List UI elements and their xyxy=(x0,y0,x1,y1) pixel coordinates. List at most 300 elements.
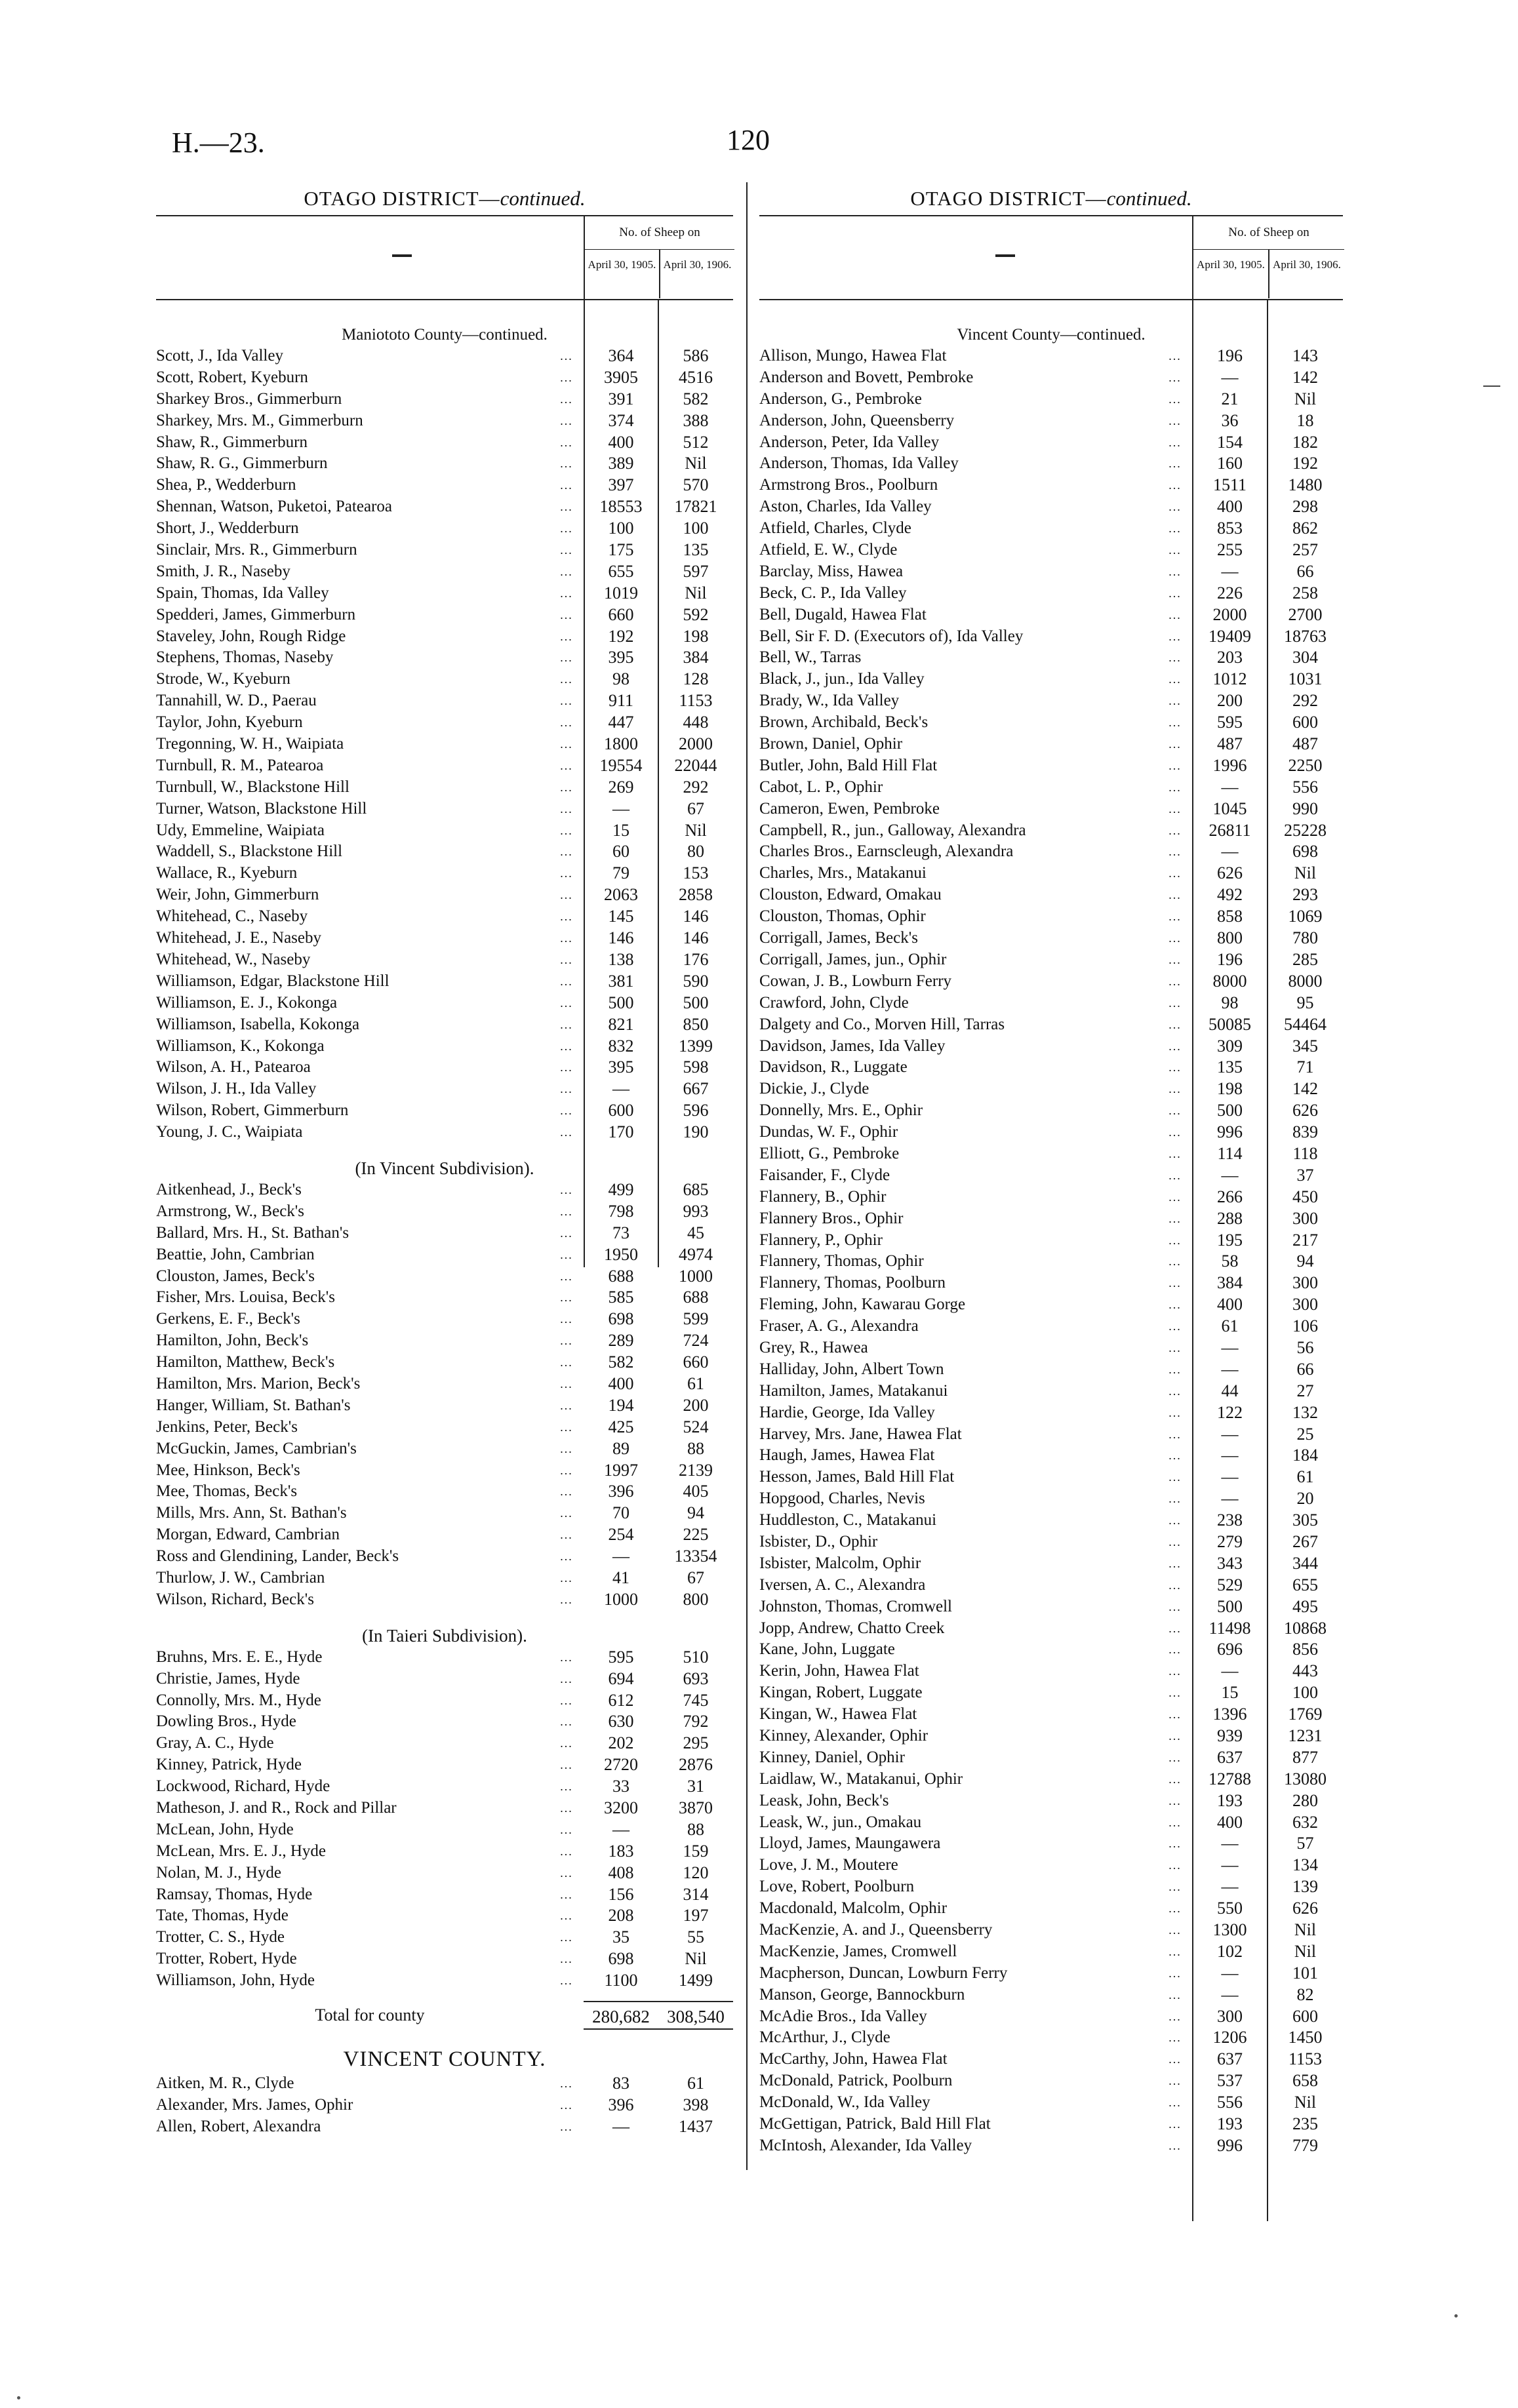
leader-dots: ... xyxy=(560,1693,573,1707)
sheep-1905: 1012 xyxy=(1212,669,1247,689)
sheep-1905: 1045 xyxy=(1212,799,1247,818)
table-row xyxy=(156,604,733,626)
leader-dots: ... xyxy=(1168,1578,1182,1592)
leader-dots: ... xyxy=(560,1485,573,1499)
col-1905-header: April 30, 1905. xyxy=(585,250,660,298)
table-row xyxy=(759,1726,1343,1747)
owner-name: Kane, John, Luggate xyxy=(759,1640,895,1659)
leader-dots: ... xyxy=(560,867,573,880)
sheep-1905: 529 xyxy=(1217,1575,1243,1594)
leader-dots: ... xyxy=(560,1758,573,1772)
section-heading: VINCENT COUNTY. xyxy=(343,2047,546,2072)
owner-name: Nolan, M. J., Hyde xyxy=(156,1863,281,1882)
table-row xyxy=(759,1467,1343,1488)
leader-dots: ... xyxy=(1168,759,1182,772)
sheep-1905: 254 xyxy=(608,1525,634,1545)
sheep-1905: 396 xyxy=(608,2095,634,2114)
owner-name: Dowling Bros., Hyde xyxy=(156,1712,296,1731)
sheep-1906: 655 xyxy=(1292,1575,1318,1594)
table-row xyxy=(759,1876,1343,1898)
sheep-1905: 11498 xyxy=(1208,1618,1251,1638)
sheep-1905: 1950 xyxy=(604,1244,638,1264)
table-row xyxy=(156,647,733,669)
leader-dots: ... xyxy=(1168,2074,1182,2088)
sheep-1905: 50085 xyxy=(1208,1014,1251,1034)
owner-name: Whitehead, C., Naseby xyxy=(156,907,308,926)
owner-name: Iversen, A. C., Alexandra xyxy=(759,1575,926,1594)
ink-speck xyxy=(1454,2314,1458,2318)
leader-dots: ... xyxy=(1168,564,1182,578)
table-row xyxy=(156,496,733,518)
sheep-1906: 235 xyxy=(1292,2114,1318,2134)
leader-dots: ... xyxy=(560,974,573,988)
sheep-1905: 202 xyxy=(608,1733,634,1753)
sheep-1905: 400 xyxy=(1217,1812,1243,1832)
sheep-1906: 106 xyxy=(1292,1316,1318,1336)
owner-name: Huddleston, C., Matakanui xyxy=(759,1511,937,1530)
owner-name: Waddell, S., Blackstone Hill xyxy=(156,842,343,861)
section-heading: Vincent County—continued. xyxy=(957,326,1146,344)
sheep-1906: 2139 xyxy=(679,1460,713,1480)
leader-dots: ... xyxy=(1168,1492,1182,1506)
sheep-1906: 61 xyxy=(687,1373,704,1393)
table-row xyxy=(759,1036,1343,1057)
owner-name: Beck, C. P., Ida Valley xyxy=(759,583,907,602)
sheep-1906: 146 xyxy=(683,907,709,926)
sheep-1905: 698 xyxy=(608,1309,634,1329)
sheep-1905: 698 xyxy=(608,1949,634,1969)
table-row xyxy=(156,863,733,884)
owner-name: Whitehead, W., Naseby xyxy=(156,950,311,968)
leader-dots: ... xyxy=(560,845,573,859)
sheep-1905: — xyxy=(612,799,629,818)
owner-name: Crawford, John, Clyde xyxy=(759,993,909,1012)
sheep-1905: — xyxy=(1221,1661,1239,1681)
sheep-1906: 487 xyxy=(1292,734,1318,754)
sheep-1905: 175 xyxy=(608,540,634,560)
table-row xyxy=(759,1208,1343,1230)
sheep-1906: 293 xyxy=(1292,885,1318,905)
leader-dots: ... xyxy=(1168,392,1182,406)
leader-dots: ... xyxy=(1168,1082,1182,1096)
sheep-1906: 993 xyxy=(683,1201,709,1221)
sheep-1905: 612 xyxy=(608,1690,634,1710)
table-row xyxy=(156,1948,733,1970)
sheep-1906: 524 xyxy=(683,1417,709,1436)
sheep-1906: 1231 xyxy=(1288,1726,1323,1745)
table-row xyxy=(759,1445,1343,1467)
table-row xyxy=(156,583,733,604)
sheep-1905: 1997 xyxy=(604,1460,638,1480)
sheep-1905: — xyxy=(612,2116,629,2136)
page-number: 120 xyxy=(727,124,770,156)
owner-name: Anderson, Peter, Ida Valley xyxy=(759,433,940,451)
sheep-1905: 135 xyxy=(1217,1057,1243,1077)
sheep-1905: 35 xyxy=(612,1927,629,1947)
leader-dots: ... xyxy=(1168,1750,1182,1764)
table-row xyxy=(156,1417,733,1438)
sheep-1905: 996 xyxy=(1217,2135,1243,2155)
table-row xyxy=(156,518,733,540)
sheep-1906: 745 xyxy=(683,1690,709,1710)
owner-name: Kingan, Robert, Luggate xyxy=(759,1684,923,1702)
table-row xyxy=(156,540,733,561)
owner-name: Sharkey Bros., Gimmerburn xyxy=(156,389,342,408)
leader-dots: ... xyxy=(1168,780,1182,794)
sheep-1906: 450 xyxy=(1292,1187,1318,1206)
table-row xyxy=(156,820,733,842)
owner-name: Sinclair, Mrs. R., Gimmerburn xyxy=(156,541,357,559)
owner-name: Fleming, John, Kawarau Gorge xyxy=(759,1295,966,1314)
owner-name: Haugh, James, Hawea Flat xyxy=(759,1446,935,1465)
owner-name: Mee, Hinkson, Beck's xyxy=(156,1461,300,1479)
title-main: OTAGO DISTRICT— xyxy=(304,187,500,210)
leader-dots: ... xyxy=(1168,867,1182,880)
sheep-1906: 443 xyxy=(1292,1661,1318,1681)
table-row xyxy=(156,712,733,734)
owner-name: Mee, Thomas, Beck's xyxy=(156,1482,298,1501)
owner-name: Elliott, G., Pembroke xyxy=(759,1144,900,1162)
sheep-1906: 685 xyxy=(683,1179,709,1199)
sheep-1905: 154 xyxy=(1217,432,1243,452)
owner-name: Taylor, John, Kyeburn xyxy=(156,713,303,732)
owner-name: Bell, W., Tarras xyxy=(759,648,862,667)
leader-dots: ... xyxy=(1168,888,1182,902)
table-row xyxy=(156,1266,733,1288)
sheep-1906: 198 xyxy=(683,626,709,646)
sheep-1906: 3870 xyxy=(679,1798,713,1817)
sheep-1905: 1100 xyxy=(604,1971,638,1990)
owner-name: Clouston, James, Beck's xyxy=(156,1267,315,1285)
table-row xyxy=(156,949,733,971)
leader-dots: ... xyxy=(560,1126,573,1139)
sheep-1905: 3200 xyxy=(604,1798,638,1817)
sheep-1905: 637 xyxy=(1217,1747,1243,1767)
owner-name: Brady, W., Ida Valley xyxy=(759,692,900,710)
sheep-1905: 21 xyxy=(1221,389,1239,408)
table-row xyxy=(156,1690,733,1712)
table-row xyxy=(759,1704,1343,1726)
table-row xyxy=(759,561,1343,583)
owner-name: Hopgood, Charles, Nevis xyxy=(759,1490,925,1508)
owner-name: Lockwood, Richard, Hyde xyxy=(156,1777,330,1796)
sheep-1905: — xyxy=(1221,1834,1239,1853)
leader-dots: ... xyxy=(560,586,573,600)
sheep-1906: 667 xyxy=(683,1079,709,1099)
owner-name: Love, J. M., Moutere xyxy=(759,1856,898,1874)
table-row xyxy=(156,777,733,799)
sheep-1905: 170 xyxy=(608,1122,634,1142)
table-row xyxy=(759,2092,1343,2114)
sheep-1906: 135 xyxy=(683,540,709,560)
sheep-1906: 2000 xyxy=(679,734,713,754)
sheep-1906: 292 xyxy=(683,777,709,797)
leader-dots: ... xyxy=(560,1507,573,1520)
sheep-1905: 195 xyxy=(1217,1230,1243,1250)
sheep-1906: 18 xyxy=(1296,410,1314,430)
sheep-1906: 586 xyxy=(683,346,709,365)
sheep-1905: 61 xyxy=(1221,1316,1239,1336)
owner-name: Grey, R., Hawea xyxy=(759,1338,868,1356)
table-row xyxy=(156,1841,733,1863)
sheep-1906: 660 xyxy=(683,1352,709,1372)
table-row xyxy=(759,734,1343,755)
sheep-1906: 45 xyxy=(687,1223,704,1242)
table-row xyxy=(156,1373,733,1395)
table-row xyxy=(759,1100,1343,1122)
sheep-1906: 1450 xyxy=(1288,2028,1323,2047)
sheep-1906: 626 xyxy=(1292,1101,1318,1120)
sheep-1906: 94 xyxy=(687,1503,704,1523)
left-table-header xyxy=(156,215,733,300)
owner-name: Mills, Mrs. Ann, St. Bathan's xyxy=(156,1504,347,1522)
owner-name: Jenkins, Peter, Beck's xyxy=(156,1417,298,1436)
leader-dots: ... xyxy=(560,1823,573,1836)
sheep-1906: 100 xyxy=(683,519,709,538)
table-row xyxy=(156,841,733,863)
leader-dots: ... xyxy=(1168,1190,1182,1204)
owner-name: Shaw, R. G., Gimmerburn xyxy=(156,454,328,473)
owner-name: Connolly, Mrs. M., Hyde xyxy=(156,1691,321,1709)
owner-name: Kinney, Alexander, Ophir xyxy=(759,1727,929,1745)
owner-name: Cabot, L. P., Ophir xyxy=(759,778,883,796)
title-suffix: continued. xyxy=(1106,187,1192,210)
table-row xyxy=(759,626,1343,648)
owner-name: Bell, Sir F. D. (Executors of), Ida Valley xyxy=(759,627,1024,645)
sheep-1906: 300 xyxy=(1292,1295,1318,1314)
title-suffix: continued. xyxy=(500,187,586,210)
table-row xyxy=(156,734,733,755)
owner-name: Turner, Watson, Blackstone Hill xyxy=(156,799,367,818)
leader-dots: ... xyxy=(1168,1017,1182,1031)
sheep-1905: 208 xyxy=(608,1906,634,1925)
sheep-1906: 22044 xyxy=(674,755,717,775)
owner-name: Flannery, Thomas, Poolburn xyxy=(759,1274,946,1292)
sheep-1905: 238 xyxy=(1217,1510,1243,1530)
table-row xyxy=(156,432,733,454)
sheep-1905: 19554 xyxy=(599,755,643,775)
sheep-1905: 19409 xyxy=(1208,626,1251,646)
leader-dots: ... xyxy=(1168,1902,1182,1916)
sheep-1906: 300 xyxy=(1292,1273,1318,1293)
sheep-1906: 13354 xyxy=(674,1547,717,1566)
sheep-1906: 598 xyxy=(683,1057,709,1077)
sheep-1906: 1480 xyxy=(1288,475,1323,495)
owner-name: Kinney, Patrick, Hyde xyxy=(156,1756,302,1774)
sheep-1906: 856 xyxy=(1292,1640,1318,1659)
table-row xyxy=(759,1531,1343,1553)
sheep-1905: 447 xyxy=(608,713,634,732)
sheep-1906: 780 xyxy=(1292,928,1318,948)
sheep-1905: 193 xyxy=(1217,2114,1243,2134)
owner-name: Davidson, R., Luggate xyxy=(759,1058,908,1076)
owner-name: Halliday, John, Albert Town xyxy=(759,1360,944,1378)
table-row xyxy=(156,1438,733,1460)
sheep-1906: 600 xyxy=(1292,2006,1318,2026)
sheep-1906: 405 xyxy=(683,1482,709,1501)
table-row xyxy=(759,1639,1343,1661)
owner-name: Wilson, Richard, Beck's xyxy=(156,1590,314,1608)
leader-dots: ... xyxy=(560,1931,573,1944)
leader-dots: ... xyxy=(1168,586,1182,600)
table-row xyxy=(156,1798,733,1819)
sheep-1905: — xyxy=(1221,1963,1239,1983)
sheep-1905: 36 xyxy=(1221,410,1239,430)
owner-name: Spain, Thomas, Ida Valley xyxy=(156,583,329,602)
table-row xyxy=(156,1330,733,1352)
owner-name: MacKenzie, A. and J., Queensberry xyxy=(759,1921,993,1939)
table-row xyxy=(156,1668,733,1690)
leader-dots: ... xyxy=(560,1291,573,1305)
sheep-1906: 510 xyxy=(683,1647,709,1667)
owner-name: Thurlow, J. W., Cambrian xyxy=(156,1568,325,1587)
table-row xyxy=(759,884,1343,906)
sheep-1906: 600 xyxy=(1292,713,1318,732)
section-heading: (In Vincent Subdivision). xyxy=(355,1158,534,1178)
table-row xyxy=(759,1273,1343,1294)
owner-name: Jopp, Andrew, Chatto Creek xyxy=(759,1619,945,1637)
sheep-1905: 500 xyxy=(608,993,634,1012)
sheep-1906: 176 xyxy=(683,949,709,969)
table-row xyxy=(156,561,733,583)
owner-name: Dundas, W. F., Ophir xyxy=(759,1123,898,1141)
leader-dots: ... xyxy=(1168,370,1182,384)
sheep-1905: 550 xyxy=(1217,1899,1243,1918)
leader-dots: ... xyxy=(1168,2118,1182,2131)
table-row xyxy=(156,1395,733,1417)
table-row xyxy=(156,345,733,367)
sheep-1906: 1031 xyxy=(1288,669,1323,689)
leader-dots: ... xyxy=(560,1039,573,1053)
sheep-1906: Nil xyxy=(685,454,707,473)
owner-name: Shaw, R., Gimmerburn xyxy=(156,433,308,451)
table-row xyxy=(156,1122,733,1143)
leader-dots: ... xyxy=(1168,414,1182,427)
sheep-1906: 10868 xyxy=(1284,1618,1327,1638)
leader-dots: ... xyxy=(1168,1988,1182,2002)
owner-name: Clouston, Edward, Omakau xyxy=(759,886,942,904)
leader-dots: ... xyxy=(1168,1665,1182,1678)
leader-dots: ... xyxy=(560,392,573,406)
leader-dots: ... xyxy=(560,673,573,686)
table-row xyxy=(156,453,733,475)
sheep-1906: Nil xyxy=(1294,389,1317,408)
sheep-1906: 134 xyxy=(1292,1855,1318,1875)
leader-dots: ... xyxy=(1168,543,1182,557)
table-row xyxy=(759,1747,1343,1769)
table-row xyxy=(759,777,1343,799)
leader-dots: ... xyxy=(560,1442,573,1455)
sheep-1906: 698 xyxy=(1292,842,1318,861)
table-row xyxy=(156,1223,733,1244)
owner-name: Trotter, Robert, Hyde xyxy=(156,1950,297,1968)
owner-name: Isbister, D., Ophir xyxy=(759,1532,878,1550)
sheep-1905: 1206 xyxy=(1212,2028,1247,2047)
sheep-1906: 132 xyxy=(1292,1402,1318,1422)
leader-dots: ... xyxy=(1168,673,1182,686)
table-row xyxy=(156,1100,733,1122)
owner-name: Gray, A. C., Hyde xyxy=(156,1734,274,1752)
leader-dots: ... xyxy=(1168,802,1182,816)
sheep-1906: 101 xyxy=(1292,1963,1318,1983)
name-column-dash xyxy=(995,254,1015,257)
sheep-1905: 15 xyxy=(612,820,629,840)
leader-dots: ... xyxy=(1168,608,1182,622)
sheep-1906: 128 xyxy=(683,669,709,689)
owner-name: Smith, J. R., Naseby xyxy=(156,562,290,580)
margin-tick-mark xyxy=(1483,385,1500,387)
leader-dots: ... xyxy=(560,2077,573,2091)
table-row xyxy=(759,1078,1343,1100)
owner-name: Wilson, Robert, Gimmerburn xyxy=(156,1101,349,1120)
owner-name: Wilson, J. H., Ida Valley xyxy=(156,1080,317,1098)
sheep-1906: 2700 xyxy=(1288,604,1323,624)
owner-name: Staveley, John, Rough Ridge xyxy=(156,627,346,645)
sheep-1906: 56 xyxy=(1296,1337,1314,1357)
sheep-1906: 1437 xyxy=(679,2116,713,2136)
sheep-1905: 138 xyxy=(608,949,634,969)
table-row xyxy=(759,949,1343,971)
leader-dots: ... xyxy=(1168,1815,1182,1829)
leader-dots: ... xyxy=(1168,457,1182,471)
owner-name: Shea, P., Wedderburn xyxy=(156,476,296,494)
sheep-1906: 1399 xyxy=(679,1036,713,1056)
sheep-1905: 660 xyxy=(608,604,634,624)
table-row xyxy=(759,389,1343,410)
table-row xyxy=(759,1359,1343,1381)
table-row xyxy=(759,690,1343,712)
leader-dots: ... xyxy=(1168,1880,1182,1894)
sheep-1905: 556 xyxy=(1217,2093,1243,2112)
sheep-1905: 146 xyxy=(608,928,634,948)
sheep-1905: 1019 xyxy=(604,583,638,602)
title-main: OTAGO DISTRICT— xyxy=(910,187,1107,210)
sheep-1905: — xyxy=(1221,1359,1239,1379)
leader-dots: ... xyxy=(1168,1147,1182,1160)
left-table-body xyxy=(156,300,733,2138)
sheep-1905: 145 xyxy=(608,907,634,926)
owner-name: Scott, J., Ida Valley xyxy=(156,347,283,365)
sheep-1906: 146 xyxy=(683,928,709,948)
leader-dots: ... xyxy=(560,1592,573,1606)
left-column-title xyxy=(156,182,733,215)
table-row xyxy=(759,1424,1343,1446)
table-row xyxy=(156,1014,733,1036)
col-1906-header: April 30, 1906. xyxy=(663,258,732,271)
table-row xyxy=(759,1941,1343,1963)
leader-dots: ... xyxy=(560,1650,573,1664)
leader-dots: ... xyxy=(1168,1837,1182,1851)
sheep-1906: 37 xyxy=(1296,1165,1314,1185)
leader-dots: ... xyxy=(1168,1535,1182,1549)
sheep-1905: 198 xyxy=(1217,1079,1243,1099)
leader-dots: ... xyxy=(1168,1276,1182,1290)
owner-name: Harvey, Mrs. Jane, Hawea Flat xyxy=(759,1425,962,1443)
table-row xyxy=(156,410,733,432)
sheep-1905: 100 xyxy=(608,519,634,538)
table-row xyxy=(156,1503,733,1524)
sheep-1905: 1396 xyxy=(1212,1705,1247,1724)
owner-name: Morgan, Edward, Cambrian xyxy=(156,1526,340,1544)
sheep-1905: 279 xyxy=(1217,1531,1243,1551)
table-row xyxy=(156,1568,733,1589)
owner-name: Williamson, Edgar, Blackstone Hill xyxy=(156,972,389,990)
leader-dots: ... xyxy=(560,349,573,363)
sheep-1906: 1153 xyxy=(1288,2049,1323,2069)
leader-dots: ... xyxy=(1168,1298,1182,1312)
right-column-title xyxy=(759,182,1343,215)
sheep-1906: 850 xyxy=(683,1014,709,1034)
